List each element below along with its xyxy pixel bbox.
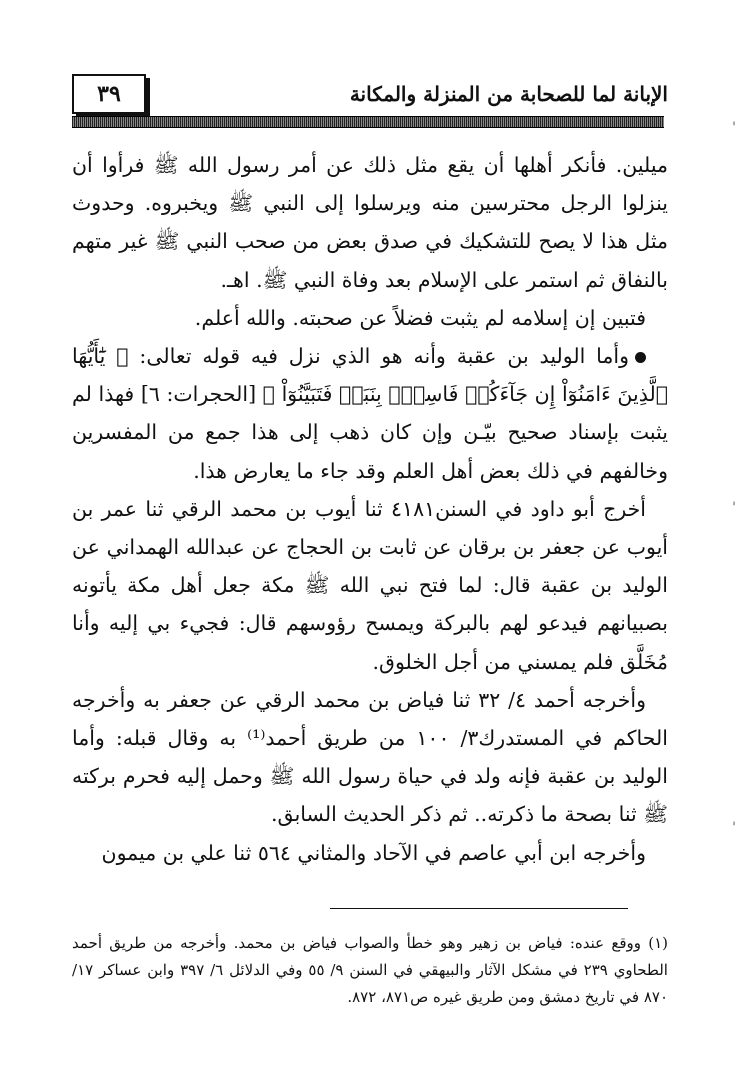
footnote: (١) ووقع عنده: فياض بن زهير وهو خطأ والصواب فياض بن محمد. وأخرجه من طريق أحمد الطحاوي ٢٣٩ في مشكل الآثار والبيهقي في السنن ٩/ ٥٥ وفي الدلائل ٦/ ٣٩٧ وابن عساكر ١٧/ ٨٧٠ في تاريخ دمشق ومن طريق غيره ص٨٧١، ٨٧٢.: [72, 934, 668, 1006]
paragraph: أخرج أبو داود في السنن٤١٨١ ثنا أيوب بن محمد الرقي ثنا عمر بن أيوب عن جعفر بن برقان عن ثابت بن الحجاج عن عبدالله الهمداني عن الوليد بن عقبة قال: لما فتح نبي الله ﷺ مكة جعل أهل مكة يأتونه بصبيانهم فيدعو لهم بالبركة ويمسح رؤوسهم قال: فجيء بي إليه وأنا مُخَلَّق فلم يمسني من أجل الخلوق.: [72, 496, 668, 674]
main-text: [72, 146, 668, 872]
scan-edge-mark: ': [732, 820, 736, 836]
scan-edge-mark: ': [732, 500, 736, 516]
paragraph: وأخرجه ابن أبي عاصم في الآحاد والمثاني ٥٦٤ ثنا علي بن ميمون: [101, 840, 646, 865]
paragraph-text: وأما الوليد بن عقبة وأنه هو الذي نزل فيه قوله تعالى: ﴿ يَٰٓأَيُّهَا ٱلَّذِينَ ءَامَنُوٓاْ إِن جَآءَكُمۡ فَاسِقُۢ بِنَبَإٖ فَتَبَيَّنُوٓاْ ﴾ [الحجرات: ٦] فهذا لم يثبت بإسناد صحيح بيّـن وإن كان ذهب إلى هذا جمع من المفسرين وخالفهم في ذلك بعض أهل العلم وقد جاء ما يعارض هذا.: [72, 344, 668, 483]
page-number: ٣٩: [72, 74, 146, 114]
paragraph: [72, 337, 668, 490]
running-title: الإبانة لما للصحابة من المنزلة والمكانة: [349, 82, 668, 106]
paragraph: ميلين. فأنكر أهلها أن يقع مثل ذلك عن أمر رسول الله ﷺ فرأوا أن ينزلوا الرجل محترسين منه ويرسلوا إلى النبي ﷺ ويخبروه. وحدوث مثل هذا لا يصح للتشكيك في صدق بعض من صحب النبي ﷺ غير متهم بالنفاق ثم استمر على الإسلام بعد وفاة النبي ﷺ. اهـ.: [72, 153, 668, 292]
paragraph: وأخرجه أحمد ٤/ ٣٢ ثنا فياض بن محمد الرقي عن جعفر به وأخرجه الحاكم في المستدرك٣/ ١٠٠ من طريق أحمد⁽¹⁾ به وقال قبله: وأما الوليد بن عقبة فإنه ولد في حياة رسول الله ﷺ وحمل إليه فحرم بركته ﷺ ثنا بصحة ما ذكرته.. ثم ذكر الحديث السابق.: [72, 687, 668, 827]
footnotes: [72, 930, 668, 1011]
paragraph: فتبين إن إسلامه لم يثبت فضلاً عن صحبته. والله أعلم.: [194, 305, 646, 330]
header-rule: [72, 116, 664, 128]
footnote-separator: [330, 908, 628, 909]
scan-edge-mark: ': [732, 120, 736, 136]
bullet-icon: [635, 352, 646, 363]
